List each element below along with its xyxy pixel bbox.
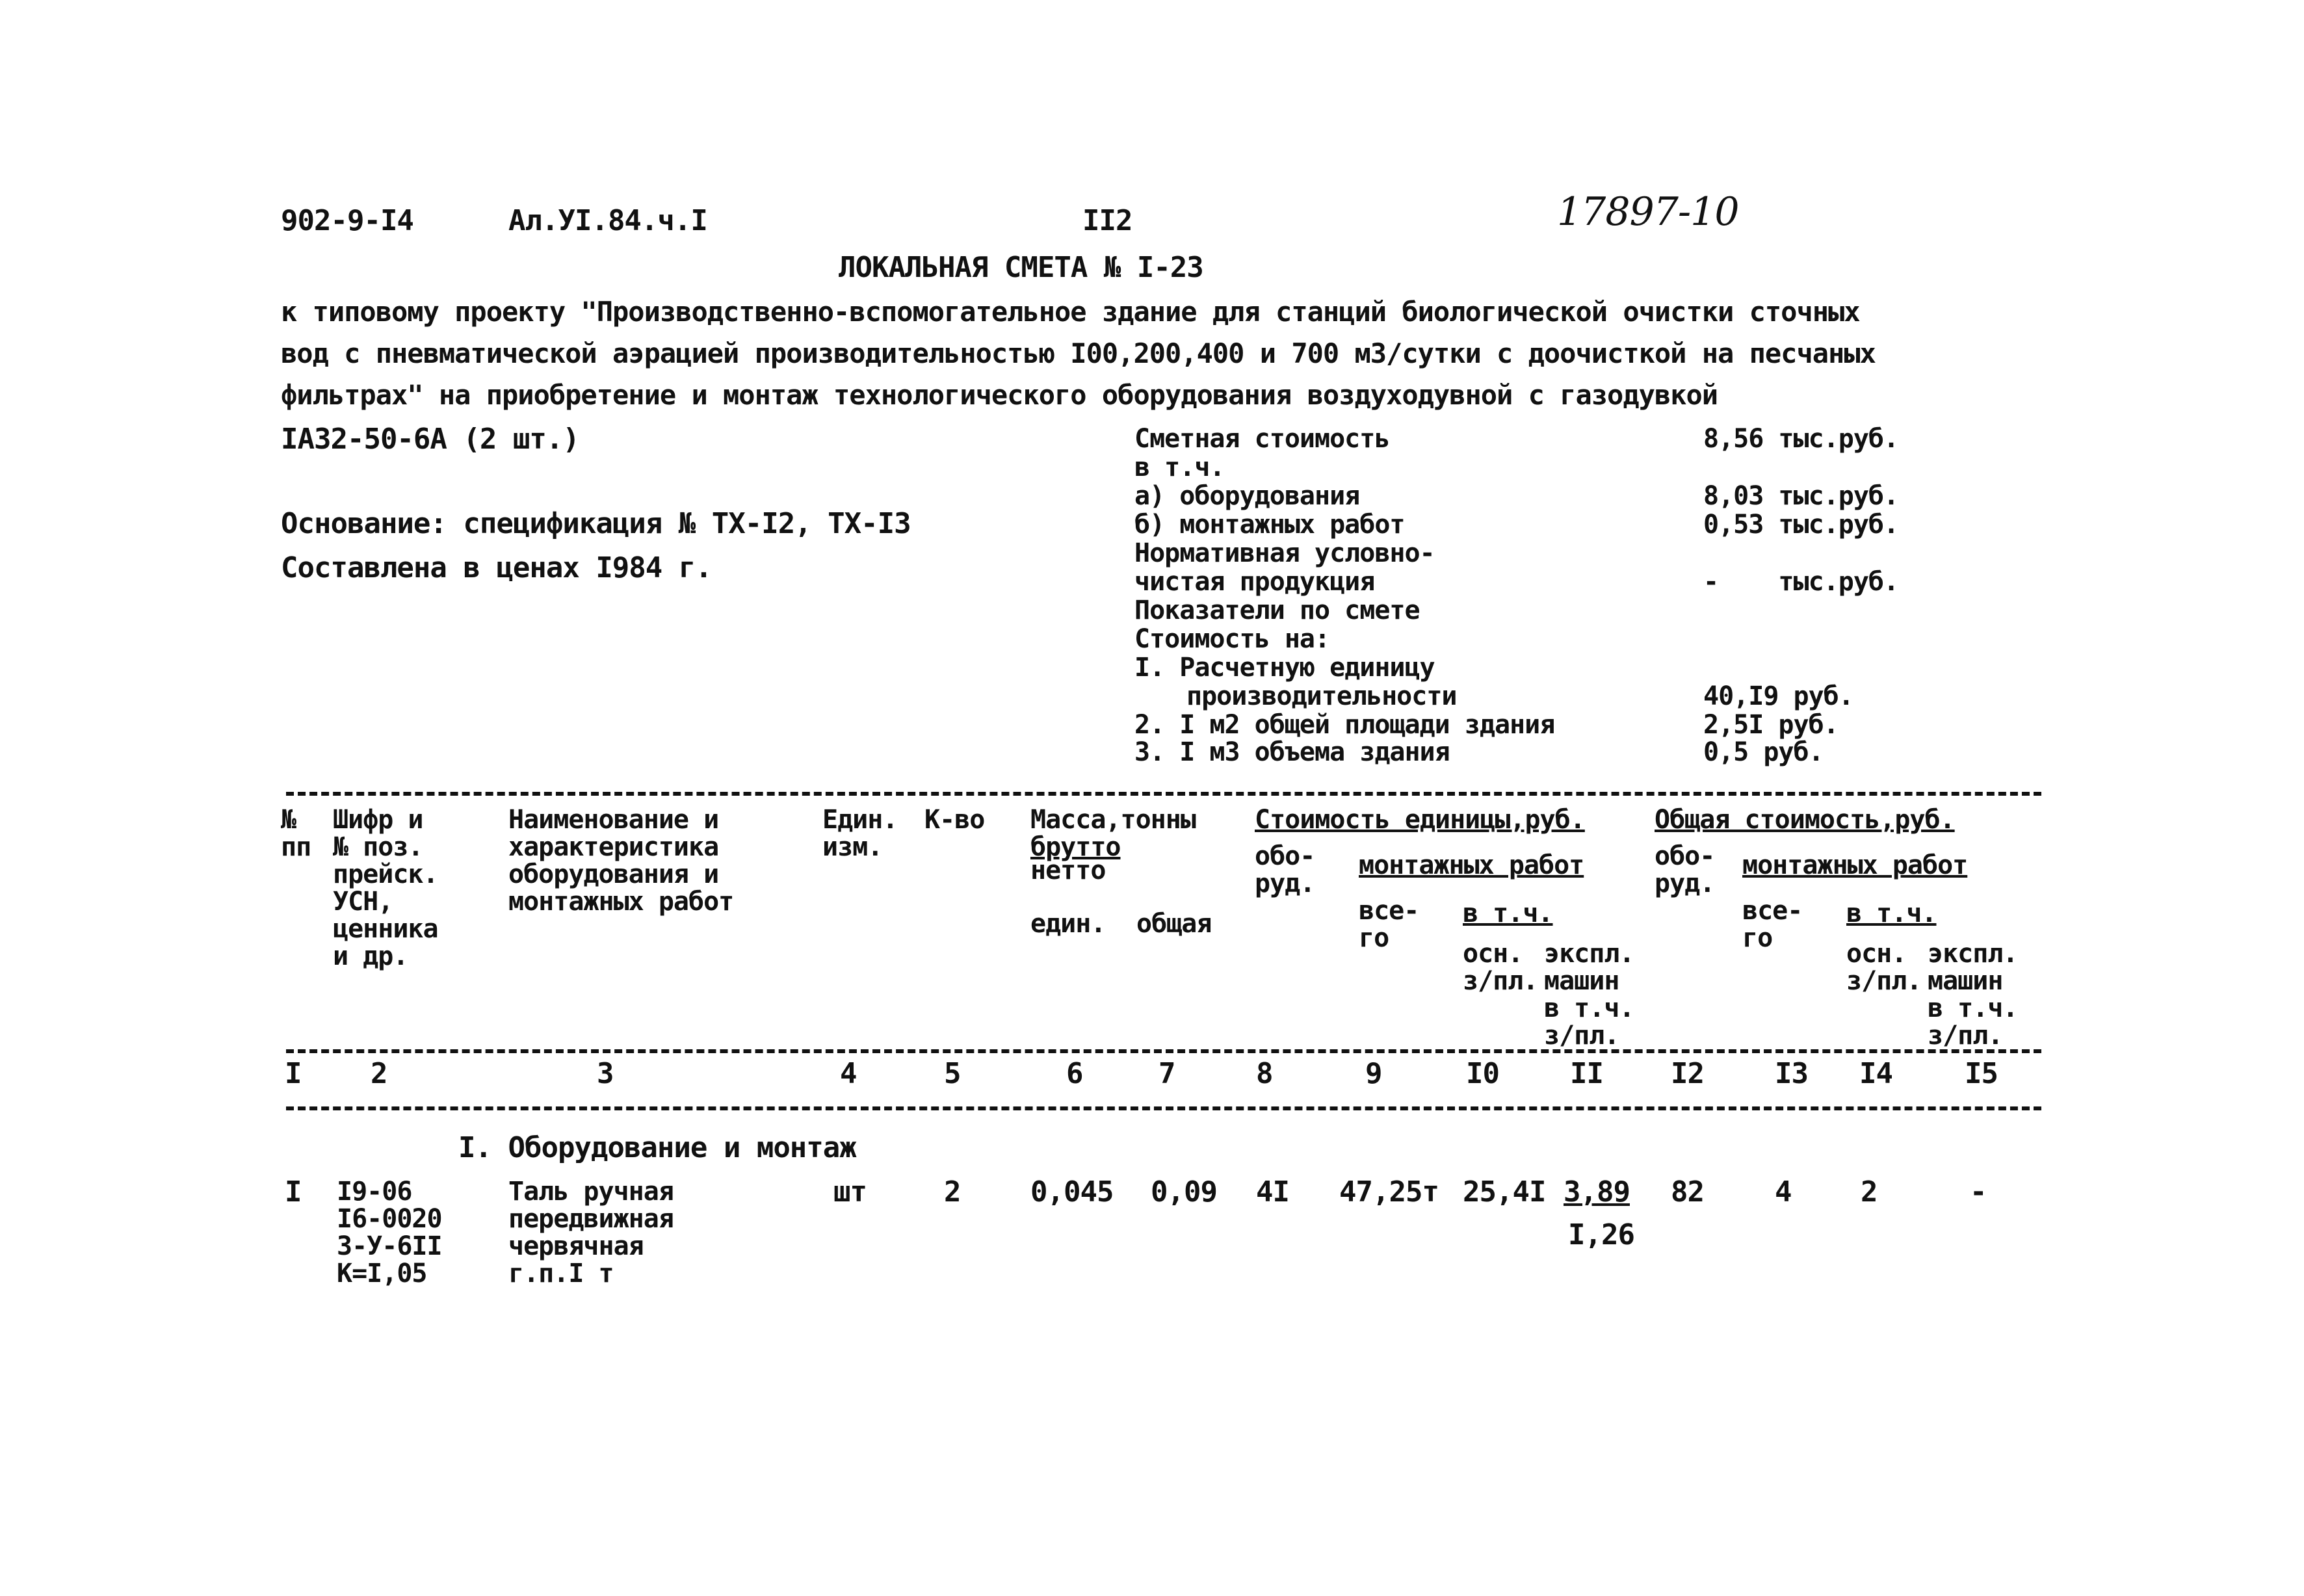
row-equip-unit: 4I — [1256, 1175, 1289, 1209]
summary-label-8: Стоимость на: — [1134, 624, 1330, 654]
header-vtch: в т.ч. — [1463, 898, 1553, 928]
summary-label-6: чистая продукция — [1134, 567, 1375, 597]
summary-label-3: а) оборудования — [1134, 481, 1360, 511]
header-col-14: осн. з/пл. — [1846, 939, 1922, 996]
summary-label-10: производительности — [1186, 681, 1457, 711]
col-number: 4 — [840, 1057, 857, 1090]
header-col-4: Един. изм. — [822, 805, 898, 862]
row-mass-total: 0,09 — [1151, 1175, 1217, 1209]
project-code: 902-9-I4 — [281, 204, 413, 237]
col-number: 7 — [1159, 1057, 1175, 1090]
col-number: 9 — [1365, 1057, 1382, 1090]
summary-label-5: Нормативная условно- — [1134, 538, 1435, 568]
row-montage-total: 47,25т — [1339, 1175, 1439, 1209]
row-base-sum: 2 — [1861, 1175, 1878, 1209]
row-code: I9-06 I6-0020 3-У-6II К=I,05 — [337, 1177, 442, 1289]
stamp-number: 17897-10 — [1557, 189, 1739, 235]
header-col-9: все- го — [1359, 896, 1419, 953]
summary-label-11: 2. I м2 общей площади здания — [1134, 710, 1555, 740]
col-number: I4 — [1859, 1057, 1892, 1090]
col-number: 3 — [597, 1057, 614, 1090]
intro-line-4: IA32-50-6A (2 шт.) — [281, 423, 579, 456]
row-name: Таль ручная передвижная червячная г.п.I т — [508, 1177, 674, 1289]
col-number: II — [1570, 1057, 1603, 1090]
header-montage-2: монтажных работ — [1742, 850, 1968, 880]
page-number: II2 — [1082, 204, 1132, 237]
summary-value-equipment: 8,03 тыс.руб. — [1703, 481, 1899, 511]
row-base-wages: 25,4I — [1463, 1175, 1546, 1209]
row-machine-sum: - — [1970, 1175, 1987, 1209]
col-number: I0 — [1466, 1057, 1499, 1090]
header-vtch-2: в т.ч. — [1846, 898, 1937, 928]
section-title: I. Оборудование и монтаж — [458, 1131, 856, 1164]
summary-value-per-m3: 0,5 руб. — [1703, 737, 1824, 767]
header-montage: монтажных работ — [1359, 850, 1584, 880]
document-title: ЛОКАЛЬНАЯ СМЕТА № I-23 — [839, 251, 1203, 284]
row-mass-unit: 0,045 — [1030, 1175, 1114, 1209]
row-machines: 3,89 — [1564, 1175, 1630, 1209]
header-total-cost: Общая стоимость,руб. — [1655, 805, 1955, 835]
summary-value-per-unit: 40,I9 руб. — [1703, 681, 1853, 711]
header-col-15: экспл. машин в т.ч. з/пл. — [1928, 939, 2018, 1051]
table-top-rule — [286, 792, 2041, 796]
header-unit-cost: Стоимость единицы,руб. — [1255, 805, 1585, 835]
col-number: I — [285, 1057, 302, 1090]
header-col-2: Шифр и № поз. прейск. УСН, ценника и др. — [333, 805, 438, 971]
col-number: 8 — [1256, 1057, 1273, 1090]
summary-value-total: 8,56 тыс.руб. — [1703, 424, 1899, 454]
col-number: I3 — [1775, 1057, 1808, 1090]
summary-value-per-m2: 2,5I руб. — [1703, 710, 1839, 740]
summary-label-4: б) монтажных работ — [1134, 510, 1405, 540]
header-col-5: К-во — [924, 805, 985, 835]
header-mass: Масса,тонны — [1030, 805, 1196, 835]
header-col-11: экспл. машин в т.ч. з/пл. — [1544, 939, 1634, 1051]
row-number: I — [285, 1175, 302, 1209]
row-machine-wages: I,26 — [1568, 1218, 1634, 1251]
summary-label-2: в т.ч. — [1134, 452, 1225, 482]
header-col-8: обо- руд. — [1255, 841, 1315, 898]
header-col-12: обо- руд. — [1655, 841, 1715, 898]
album-ref: Ал.УI.84.ч.I — [508, 204, 707, 237]
header-brutto: брутто — [1030, 832, 1121, 862]
summary-value-net-product: - тыс.руб. — [1703, 567, 1899, 597]
numbers-bottom-rule — [286, 1106, 2041, 1110]
header-col-6: един. — [1030, 909, 1106, 939]
intro-line-1: к типовому проекту "Производственно-вспомогательное здание для станций биологической очистки сточных — [281, 296, 1860, 328]
row-unit: шт — [833, 1175, 867, 1209]
header-col-3: Наименование и характеристика оборудования и монтажных работ — [508, 805, 734, 917]
header-col-10: осн. з/пл. — [1463, 939, 1538, 996]
col-number: I5 — [1965, 1057, 1998, 1090]
summary-label-12: 3. I м3 объема здания — [1134, 737, 1450, 767]
row-montage-sum: 4 — [1775, 1175, 1792, 1209]
header-col-7: общая — [1136, 909, 1212, 939]
summary-label-9: I. Расчетную единицу — [1134, 653, 1435, 683]
basis-line: Основание: спецификация № ТХ-I2, ТХ-I3 — [281, 507, 911, 540]
header-bottom-rule — [286, 1049, 2041, 1053]
header-col-13: все- го — [1742, 896, 1803, 953]
prices-year-line: Составлена в ценах I984 г. — [281, 551, 712, 584]
row-qty: 2 — [944, 1175, 961, 1209]
col-number: 5 — [944, 1057, 961, 1090]
summary-label-7: Показатели по смете — [1134, 595, 1420, 625]
summary-value-montage: 0,53 тыс.руб. — [1703, 510, 1899, 540]
header-netto: нетто — [1030, 856, 1106, 885]
col-number: I2 — [1671, 1057, 1704, 1090]
intro-line-2: вод с пневматической аэрацией производительностью I00,200,400 и 700 м3/сутки с доочисткой на песчаных — [281, 337, 1876, 369]
summary-label-1: Сметная стоимость — [1134, 424, 1390, 454]
row-equip-total: 82 — [1671, 1175, 1704, 1209]
col-number: 6 — [1066, 1057, 1083, 1090]
col-number: 2 — [371, 1057, 387, 1090]
intro-line-3: фильтрах" на приобретение и монтаж технологического оборудования воздуходувной с газодувкой — [281, 379, 1718, 411]
header-col-1: № пп — [281, 805, 311, 862]
